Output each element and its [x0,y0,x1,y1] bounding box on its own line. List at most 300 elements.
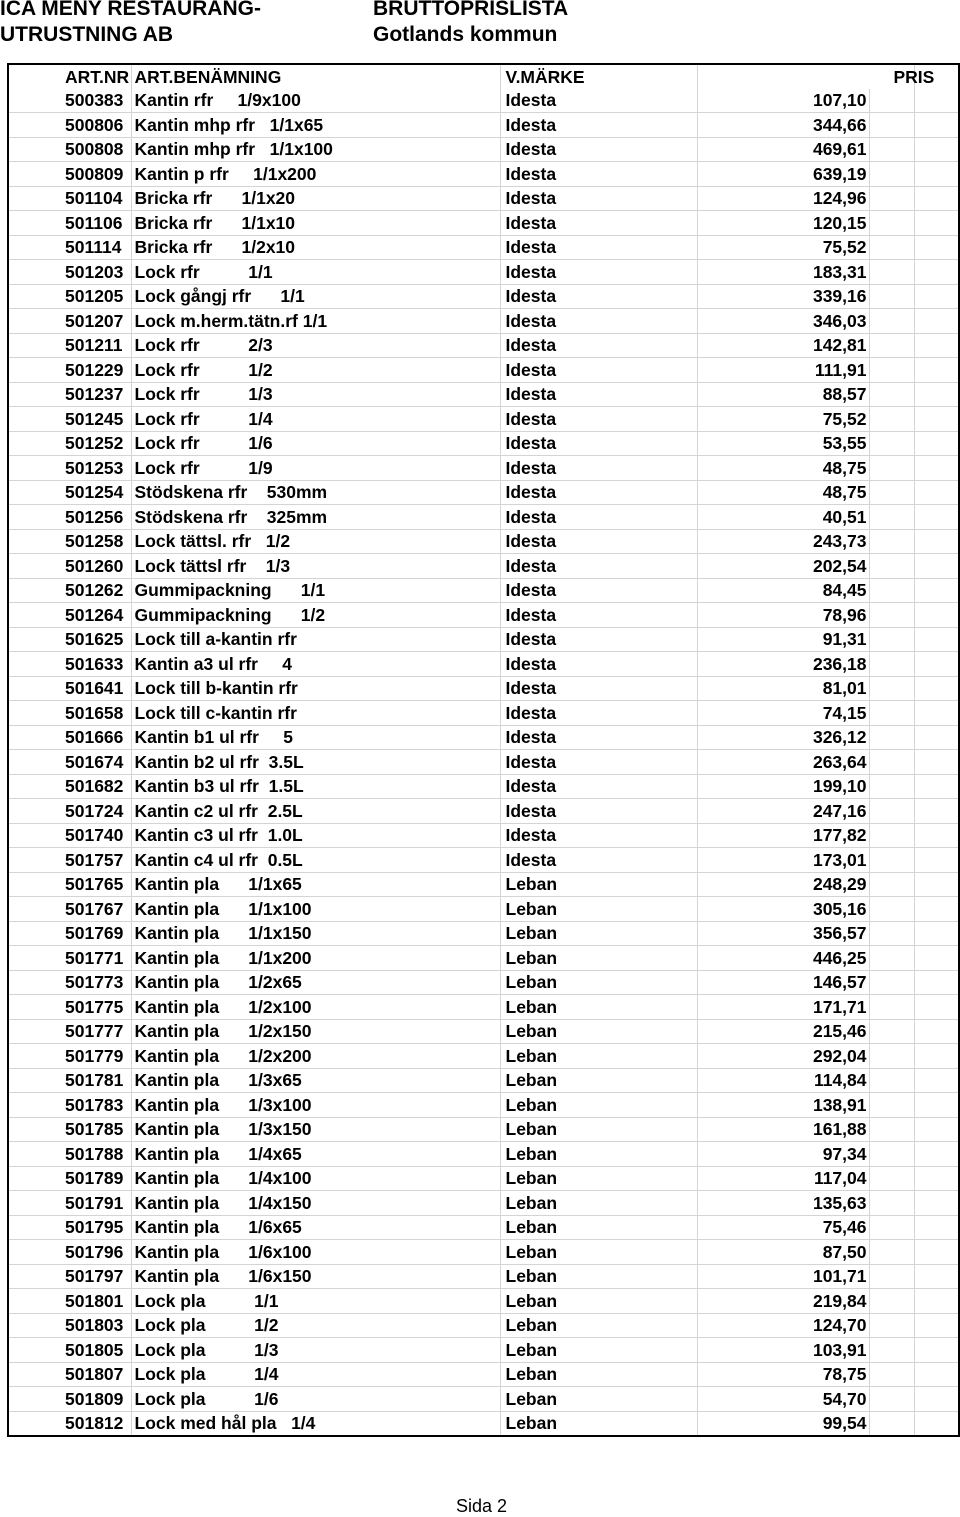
empty-cell [914,578,959,603]
pris-cell: 146,57 [697,970,869,995]
table-row [8,676,959,701]
v-marke-cell: Idesta [500,137,697,162]
art-nr-cell: 501797 [8,1264,131,1289]
art-nr-cell: 501767 [8,897,131,922]
art-benamning-cell: Kantin pla 1/1x65 [131,872,500,897]
empty-cell [914,162,959,187]
art-benamning-cell: Kantin mhp rfr 1/1x65 [131,113,500,138]
art-nr-cell: 501254 [8,480,131,505]
table-row [8,554,959,579]
v-marke-cell: Leban [500,946,697,971]
empty-cell [914,1215,959,1240]
art-benamning-cell: Lock gångj rfr 1/1 [131,284,500,309]
pris-cell: 120,15 [697,211,869,236]
column-header-art-benamning: ART.BENÄMNING [131,64,500,89]
empty-cell [914,1019,959,1044]
art-nr-cell: 501773 [8,970,131,995]
column-header-pris: PRIS [697,64,914,89]
art-nr-cell: 501785 [8,1117,131,1142]
pris-cell: 75,46 [697,1215,869,1240]
empty-cell [914,725,959,750]
pris-cell: 138,91 [697,1093,869,1118]
empty-cell [914,1166,959,1191]
column-header-art-nr: ART.NR [8,64,131,89]
table-row [8,1313,959,1338]
table-row [8,627,959,652]
art-nr-cell: 501771 [8,946,131,971]
empty-cell [914,872,959,897]
v-marke-cell: Idesta [500,358,697,383]
v-marke-cell: Leban [500,1240,697,1265]
v-marke-cell: Leban [500,1142,697,1167]
pris-cell: 639,19 [697,162,869,187]
v-marke-cell: Idesta [500,113,697,138]
art-benamning-cell: Lock med hål pla 1/4 [131,1411,500,1436]
empty-cell [869,627,914,652]
art-benamning-cell: Kantin pla 1/4x65 [131,1142,500,1167]
empty-cell [914,750,959,775]
art-nr-cell: 501777 [8,1019,131,1044]
table-row [8,89,959,113]
art-nr-cell: 501641 [8,676,131,701]
art-benamning-cell: Lock m.herm.tätn.rf 1/1 [131,309,500,334]
v-marke-cell: Idesta [500,823,697,848]
v-marke-cell: Leban [500,1191,697,1216]
company-name-line-2: UTRUSTNING AB [0,23,174,46]
v-marke-cell: Leban [500,1068,697,1093]
empty-cell [869,1215,914,1240]
pris-cell: 97,34 [697,1142,869,1167]
empty-cell [869,407,914,432]
empty-cell [914,799,959,824]
empty-cell [914,186,959,211]
pris-cell: 236,18 [697,652,869,677]
v-marke-cell: Idesta [500,627,697,652]
art-nr-cell: 501203 [8,260,131,285]
empty-cell [869,162,914,187]
empty-cell [869,186,914,211]
pris-cell: 142,81 [697,333,869,358]
pris-cell: 78,75 [697,1362,869,1387]
pris-cell: 74,15 [697,701,869,726]
table-row [8,823,959,848]
pris-cell: 326,12 [697,725,869,750]
art-benamning-cell: Lock rfr 1/9 [131,456,500,481]
pris-cell: 248,29 [697,872,869,897]
pris-cell: 111,91 [697,358,869,383]
art-benamning-cell: Lock rfr 1/4 [131,407,500,432]
pris-cell: 173,01 [697,848,869,873]
art-benamning-cell: Kantin pla 1/1x150 [131,921,500,946]
art-nr-cell: 501724 [8,799,131,824]
v-marke-cell: Leban [500,1166,697,1191]
art-benamning-cell: Bricka rfr 1/2x10 [131,235,500,260]
empty-cell [914,235,959,260]
empty-cell [914,603,959,628]
art-nr-cell: 501765 [8,872,131,897]
art-benamning-cell: Kantin b1 ul rfr 5 [131,725,500,750]
art-benamning-cell: Kantin pla 1/6x150 [131,1264,500,1289]
pris-cell: 243,73 [697,529,869,554]
table-row [8,701,959,726]
empty-cell [869,1240,914,1265]
company-name [0,0,261,48]
table-row [8,995,959,1020]
art-benamning-cell: Kantin pla 1/1x100 [131,897,500,922]
table-row [8,333,959,358]
empty-cell [869,603,914,628]
v-marke-cell: Leban [500,872,697,897]
pris-cell: 339,16 [697,284,869,309]
pris-cell: 53,55 [697,431,869,456]
art-benamning-cell: Kantin c2 ul rfr 2.5L [131,799,500,824]
art-nr-cell: 501769 [8,921,131,946]
document-title-line-2: Gotlands kommun [373,23,558,46]
art-benamning-cell: Gummipackning 1/1 [131,578,500,603]
company-name-line-1: ICA MENY RESTAURANG- [0,0,261,20]
v-marke-cell: Idesta [500,774,697,799]
empty-cell [914,652,959,677]
art-benamning-cell: Lock pla 1/6 [131,1387,500,1412]
empty-cell [869,89,914,113]
empty-cell [914,921,959,946]
empty-cell [914,211,959,236]
art-benamning-cell: Gummipackning 1/2 [131,603,500,628]
art-nr-cell: 501779 [8,1044,131,1069]
art-benamning-cell: Lock tättsl rfr 1/3 [131,554,500,579]
table-row [8,799,959,824]
art-benamning-cell: Lock pla 1/3 [131,1338,500,1363]
art-nr-cell: 500808 [8,137,131,162]
empty-cell [869,235,914,260]
empty-cell [869,1019,914,1044]
art-benamning-cell: Lock till a-kantin rfr [131,627,500,652]
v-marke-cell: Idesta [500,89,697,113]
art-benamning-cell: Kantin b3 ul rfr 1.5L [131,774,500,799]
v-marke-cell: Leban [500,1215,697,1240]
art-nr-cell: 501106 [8,211,131,236]
table-row [8,456,959,481]
table-row [8,1338,959,1363]
pris-cell: 124,96 [697,186,869,211]
v-marke-cell: Idesta [500,456,697,481]
art-benamning-cell: Lock pla 1/1 [131,1289,500,1314]
pris-cell: 469,61 [697,137,869,162]
table-row [8,407,959,432]
pris-cell: 199,10 [697,774,869,799]
art-nr-cell: 500806 [8,113,131,138]
empty-cell [869,1289,914,1314]
art-benamning-cell: Kantin c4 ul rfr 0.5L [131,848,500,873]
art-nr-cell: 501805 [8,1338,131,1363]
empty-cell [869,1166,914,1191]
empty-cell [869,725,914,750]
table-row [8,309,959,334]
empty-cell [869,750,914,775]
art-benamning-cell: Stödskena rfr 325mm [131,505,500,530]
art-benamning-cell: Lock till b-kantin rfr [131,676,500,701]
empty-cell [914,1411,959,1436]
table-row [8,970,959,995]
table-row [8,652,959,677]
empty-cell [869,1313,914,1338]
empty-cell [914,358,959,383]
v-marke-cell: Idesta [500,260,697,285]
pris-cell: 263,64 [697,750,869,775]
art-benamning-cell: Lock rfr 1/6 [131,431,500,456]
table-body [8,89,959,1437]
empty-cell [869,1264,914,1289]
empty-cell [914,897,959,922]
art-nr-cell: 501256 [8,505,131,530]
v-marke-cell: Idesta [500,799,697,824]
table-row [8,872,959,897]
table-row [8,260,959,285]
v-marke-cell: Leban [500,1387,697,1412]
table-row [8,1044,959,1069]
empty-cell [914,529,959,554]
art-nr-cell: 501104 [8,186,131,211]
empty-cell [914,848,959,873]
empty-cell [914,1240,959,1265]
empty-cell [869,897,914,922]
art-benamning-cell: Kantin mhp rfr 1/1x100 [131,137,500,162]
v-marke-cell: Leban [500,1019,697,1044]
art-benamning-cell: Bricka rfr 1/1x20 [131,186,500,211]
pris-cell: 292,04 [697,1044,869,1069]
art-nr-cell: 501252 [8,431,131,456]
table-row [8,1411,959,1436]
v-marke-cell: Leban [500,897,697,922]
empty-cell [914,627,959,652]
art-nr-cell: 501674 [8,750,131,775]
pris-cell: 117,04 [697,1166,869,1191]
pris-cell: 75,52 [697,235,869,260]
v-marke-cell: Idesta [500,701,697,726]
pris-cell: 305,16 [697,897,869,922]
table-row [8,578,959,603]
art-nr-cell: 501775 [8,995,131,1020]
v-marke-cell: Leban [500,1117,697,1142]
v-marke-cell: Leban [500,1044,697,1069]
table-row [8,505,959,530]
empty-cell [869,1068,914,1093]
table-row [8,1264,959,1289]
art-nr-cell: 501666 [8,725,131,750]
pris-cell: 103,91 [697,1338,869,1363]
table-row [8,382,959,407]
empty-cell [914,137,959,162]
art-nr-cell: 501205 [8,284,131,309]
art-benamning-cell: Lock tättsl. rfr 1/2 [131,529,500,554]
v-marke-cell: Leban [500,921,697,946]
pris-cell: 114,84 [697,1068,869,1093]
empty-cell [869,921,914,946]
empty-cell [914,995,959,1020]
empty-cell [914,284,959,309]
empty-cell [914,946,959,971]
art-nr-cell: 501229 [8,358,131,383]
art-nr-cell: 501796 [8,1240,131,1265]
empty-cell [914,1362,959,1387]
empty-cell [914,1264,959,1289]
table-row [8,603,959,628]
empty-cell [914,554,959,579]
empty-cell [869,701,914,726]
art-benamning-cell: Kantin rfr 1/9x100 [131,89,500,113]
art-nr-cell: 501740 [8,823,131,848]
v-marke-cell: Leban [500,1289,697,1314]
empty-cell [869,1338,914,1363]
table-row [8,211,959,236]
v-marke-cell: Idesta [500,529,697,554]
art-benamning-cell: Stödskena rfr 530mm [131,480,500,505]
art-nr-cell: 501264 [8,603,131,628]
v-marke-cell: Idesta [500,725,697,750]
table-row [8,529,959,554]
pris-cell: 101,71 [697,1264,869,1289]
table-row [8,1142,959,1167]
empty-cell [869,995,914,1020]
art-benamning-cell: Kantin a3 ul rfr 4 [131,652,500,677]
empty-cell [914,1338,959,1363]
v-marke-cell: Idesta [500,505,697,530]
art-nr-cell: 501262 [8,578,131,603]
table-header-row [8,64,959,89]
art-nr-cell: 501245 [8,407,131,432]
art-nr-cell: 501807 [8,1362,131,1387]
table-row [8,480,959,505]
v-marke-cell: Leban [500,1313,697,1338]
v-marke-cell: Idesta [500,652,697,677]
art-nr-cell: 501682 [8,774,131,799]
art-nr-cell: 501237 [8,382,131,407]
pris-cell: 107,10 [697,89,869,113]
empty-cell [914,1313,959,1338]
table-row [8,897,959,922]
empty-cell [914,1117,959,1142]
art-benamning-cell: Kantin pla 1/6x65 [131,1215,500,1240]
table-row [8,1387,959,1412]
empty-cell [869,1411,914,1436]
empty-cell [914,407,959,432]
art-nr-cell: 501207 [8,309,131,334]
empty-cell [869,137,914,162]
empty-cell [914,333,959,358]
empty-cell [869,652,914,677]
empty-cell [914,382,959,407]
empty-cell [869,113,914,138]
empty-cell [869,970,914,995]
empty-cell [914,1093,959,1118]
pris-cell: 84,45 [697,578,869,603]
pris-cell: 219,84 [697,1289,869,1314]
empty-cell [869,872,914,897]
pris-cell: 78,96 [697,603,869,628]
v-marke-cell: Idesta [500,284,697,309]
table-row [8,946,959,971]
v-marke-cell: Idesta [500,235,697,260]
empty-cell [914,1142,959,1167]
table-row [8,358,959,383]
art-benamning-cell: Kantin pla 1/2x200 [131,1044,500,1069]
table-row [8,921,959,946]
table-row [8,1289,959,1314]
art-benamning-cell: Kantin p rfr 1/1x200 [131,162,500,187]
art-nr-cell: 501783 [8,1093,131,1118]
v-marke-cell: Idesta [500,211,697,236]
art-benamning-cell: Kantin pla 1/2x150 [131,1019,500,1044]
empty-cell [914,1191,959,1216]
empty-cell [914,456,959,481]
empty-cell [869,260,914,285]
table-row [8,1166,959,1191]
pris-cell: 75,52 [697,407,869,432]
empty-cell [914,970,959,995]
art-benamning-cell: Lock till c-kantin rfr [131,701,500,726]
pris-cell: 48,75 [697,480,869,505]
empty-cell [869,284,914,309]
page-number: Sida 2 [456,1496,508,1516]
art-nr-cell: 501812 [8,1411,131,1436]
empty-cell [914,480,959,505]
v-marke-cell: Idesta [500,309,697,334]
pris-cell: 99,54 [697,1411,869,1436]
pris-cell: 48,75 [697,456,869,481]
empty-cell [914,505,959,530]
empty-cell [914,89,959,113]
v-marke-cell: Idesta [500,162,697,187]
empty-cell [869,1117,914,1142]
empty-cell [869,1093,914,1118]
table-row [8,162,959,187]
table-row [8,1117,959,1142]
empty-cell [869,382,914,407]
art-nr-cell: 501258 [8,529,131,554]
empty-cell [869,578,914,603]
empty-cell [914,676,959,701]
table-row [8,774,959,799]
pris-cell: 161,88 [697,1117,869,1142]
art-nr-cell: 501211 [8,333,131,358]
pris-cell: 88,57 [697,382,869,407]
v-marke-cell: Leban [500,995,697,1020]
art-benamning-cell: Lock rfr 1/1 [131,260,500,285]
pris-cell: 247,16 [697,799,869,824]
pris-cell: 135,63 [697,1191,869,1216]
v-marke-cell: Idesta [500,431,697,456]
empty-cell [869,1362,914,1387]
art-nr-cell: 501789 [8,1166,131,1191]
v-marke-cell: Leban [500,970,697,995]
empty-cell [869,358,914,383]
v-marke-cell: Leban [500,1411,697,1436]
v-marke-cell: Idesta [500,578,697,603]
art-nr-cell: 501253 [8,456,131,481]
table-row [8,725,959,750]
empty-cell [914,1044,959,1069]
art-nr-cell: 501791 [8,1191,131,1216]
art-nr-cell: 501781 [8,1068,131,1093]
art-benamning-cell: Kantin c3 ul rfr 1.0L [131,823,500,848]
art-nr-cell: 501114 [8,235,131,260]
v-marke-cell: Leban [500,1362,697,1387]
table-row [8,1019,959,1044]
empty-cell [869,823,914,848]
art-benamning-cell: Lock pla 1/2 [131,1313,500,1338]
art-benamning-cell: Kantin pla 1/2x100 [131,995,500,1020]
price-list-table [7,63,960,1437]
